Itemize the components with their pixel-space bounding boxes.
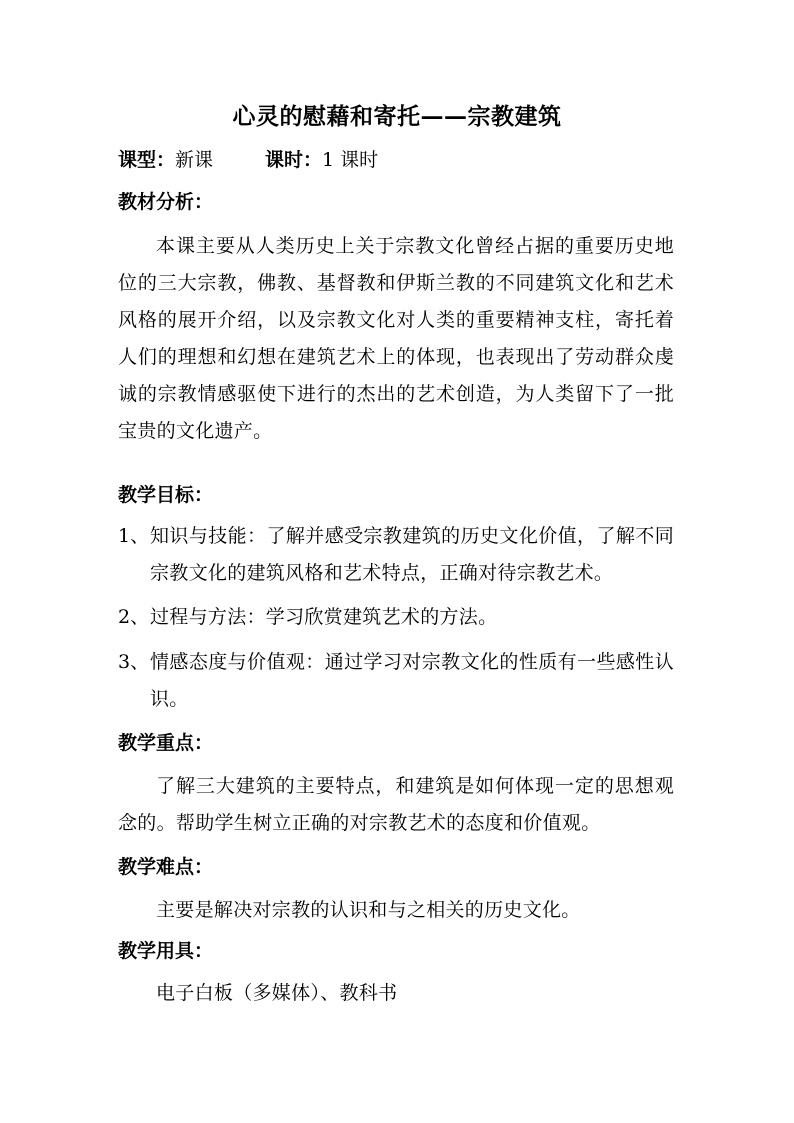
objective-number: 1、	[118, 525, 150, 547]
objective-text: 情感态度与价值观：通过学习对宗教文化的性质有一些感性认识。	[150, 651, 674, 710]
material-analysis-heading: 教材分析：	[118, 191, 214, 213]
objective-number: 2、	[118, 606, 150, 628]
document-title: 心灵的慰藉和寄托——宗教建筑	[232, 103, 562, 130]
lesson-hours-label: 课时：	[265, 149, 323, 171]
lesson-type-value: 新课	[175, 149, 214, 171]
lesson-meta	[118, 145, 378, 175]
difficulties-heading: 教学难点：	[118, 856, 214, 878]
difficulties-text: 主要是解决对宗教的认识和与之相关的历史文化。	[156, 899, 581, 921]
material-analysis-text: 本课主要从人类历史上关于宗教文化曾经占据的重要历史地位的三大宗教，佛教、基督教和伊斯兰教的不同建筑文化和艺术风格的展开介绍，以及宗教文化对人类的重要精神支柱，寄托着人们的理想和幻想在建筑艺术上的体现，也表现出了劳动群众虔诚的宗教情感驱使下进行的杰出的艺术创造，为人类留下了一批宝贵的文化遗产。	[118, 235, 674, 442]
tools-text: 电子白板（多媒体）、教科书	[156, 982, 398, 1004]
lesson-type-label: 课型：	[118, 149, 176, 171]
objective-number: 3、	[118, 651, 150, 673]
objectives-heading: 教学目标：	[118, 484, 214, 506]
objective-text: 过程与方法：学习欣赏建筑艺术的方法。	[150, 606, 498, 628]
key-points-heading: 教学重点：	[118, 732, 214, 754]
objective-text: 知识与技能：了解并感受宗教建筑的历史文化价值，了解不同宗教文化的建筑风格和艺术特点，正确对待宗教艺术。	[150, 525, 674, 584]
objective-item-3	[118, 644, 674, 718]
key-points-text: 了解三大建筑的主要特点，和建筑是如何体现一定的思想观念的。帮助学生树立正确的对宗教艺术的态度和价值观。	[118, 775, 674, 834]
tools-heading: 教学用具：	[118, 940, 214, 962]
objective-item-1	[118, 518, 674, 592]
lesson-hours-value: 1 课时	[322, 149, 379, 171]
objective-item-2	[118, 599, 674, 636]
